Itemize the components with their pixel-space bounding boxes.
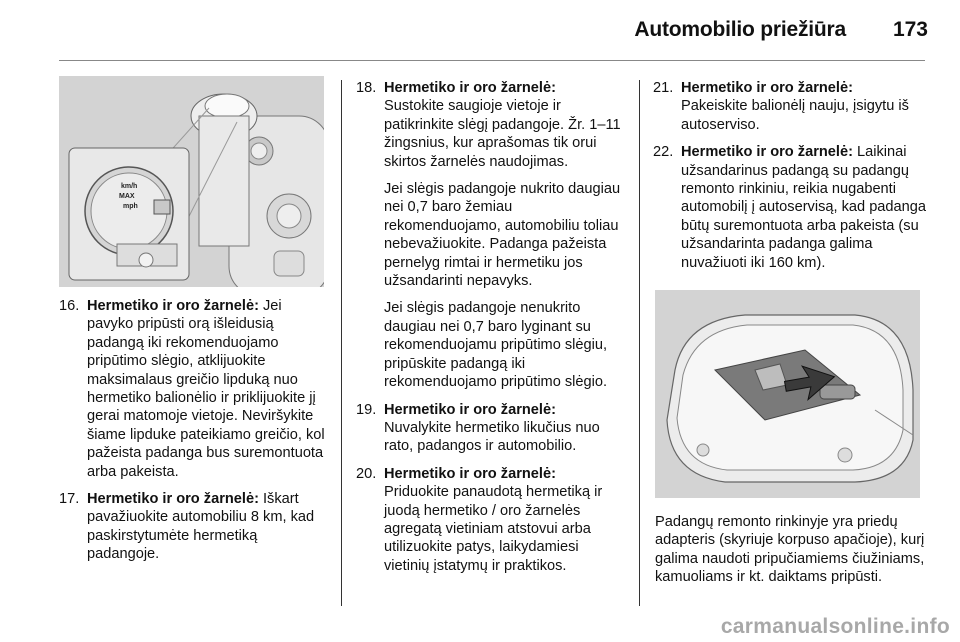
column-middle [356,79,628,584]
step-text: Iškart pavažiuokite automobiliu 8 km, kad paskirstytumėte hermetiką padangoje. [87,491,315,563]
instruction-step [653,143,929,272]
canister-drawing [59,76,324,287]
figure-caption: Padangų remonto rinkinyje yra priedų adapteris (skyriuje korpuso apačioje), kurį galima naudoti pripučiamiems čiužiniams, kamuoliams ir kt. daiktams pripūsti. [655,514,925,586]
step-text: Priduokite panaudotą hermetiką ir juodą hermetiko / oro žarnelės agregatą vietiniam atstovui arba utilizuokite patys, laikydamiesi vietinių įstatymų ir praktikos. [384,484,603,574]
step-number: 17. [59,491,80,508]
step-number: 21. [653,80,674,96]
step-number: 19. [356,401,377,418]
page-title: Automobilio priežiūra [634,18,846,41]
instruction-step [59,297,329,481]
sticker-label-speed: km/h [121,183,138,190]
sealant-canister-illustration [59,76,324,287]
step-paragraph: Jei slėgis padangoje nenukrito daugiau nei 0,7 baro lyginant su rekomenduojamu pripūtimo slėgiu, pripūskite padangą iki rekomenduojamo pripūtimo slėgio. [384,300,608,391]
step-title: Hermetiko ir oro žarnelė: [384,401,556,418]
instruction-step [653,79,929,134]
step-title: Hermetiko ir oro žarnelė: [681,144,853,161]
column-right [653,79,929,281]
step-text: Laikinai užsandarinus padangą su padangų remonto rinkiniu, reikia nugabenti automobilį į autoservisą, kad padanga būtų suremontuota arba pakeista (su užsandarinta padanga galima nuvažiuoti iki 160 km). [681,144,927,271]
sticker-label-mph: mph [123,203,138,210]
sticker-label-max: MAX [119,193,135,200]
instruction-step [59,490,329,564]
column-left [59,297,329,573]
instruction-step [356,465,628,575]
step-number: 22. [653,144,674,161]
kit-drawing [655,290,920,498]
page-number: 173 [892,18,928,41]
header-divider [59,60,925,61]
step-number: 18. [356,80,377,96]
step-title: Hermetiko ir oro žarnelė: [384,465,556,482]
step-text: Pakeiskite balionėlį nauju, įsigytu iš autoserviso. [681,98,909,133]
repair-kit-adapter-illustration [655,290,920,498]
step-number: 20. [356,465,377,482]
step-title: Hermetiko ir oro žarnelė: [681,80,853,96]
step-title: Hermetiko ir oro žarnelė: [384,80,556,96]
instruction-step [356,401,628,456]
column-divider [639,80,640,606]
watermark: carmanualsonline.info [720,615,950,638]
step-title: Hermetiko ir oro žarnelė: [87,491,259,508]
step-title: Hermetiko ir oro žarnelė: [87,298,259,314]
step-number: 16. [59,298,80,314]
step-text: Nuvalykite hermetiko likučius nuo rato, padangos ir automobilio. [384,419,600,455]
step-text: Sustokite saugioje vietoje ir patikrinkite slėgį padangoje. Žr. 1–11 žingsnius, kur aprašomas tik orui skirtos žarnelės naudojimas. [384,98,621,170]
column-divider [341,80,342,606]
step-paragraph: Jei slėgis padangoje nukrito daugiau nei 0,7 baro žemiau rekomenduojamo, automobiliu toliau nebevažiuokite. Padanga pažeista pernelyg rimtai ir hermetiku jos užsandarinti nepavyks. [384,181,621,290]
step-text: Jei pavyko pripūsti orą išleidusią padangą iki rekomenduojamo pripūtimo slėgio, atklijuokite maksimalaus greičio lipduką nuo hermetiko balionėlio ir priklijuokite jį gerai matomoje vietoje. Neviršykite šiame lipduke pateikiamo greičio, kol pažeista padanga bus suremontuota arba pakeista. [87,298,325,480]
instruction-step [356,79,628,392]
